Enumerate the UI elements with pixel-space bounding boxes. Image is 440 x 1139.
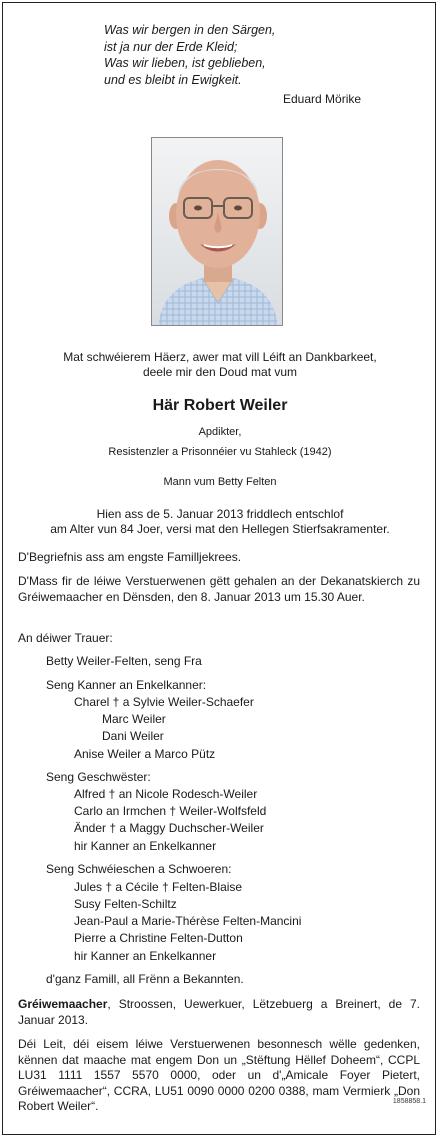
poem-author: Eduard Mörike <box>283 92 362 106</box>
poem-line: ist ja nur der Erde Kleid; <box>104 39 238 54</box>
poem <box>104 22 275 88</box>
death-notice <box>0 507 440 537</box>
burial-text: D'Begriefnis ass am engste Familljekrees. <box>18 550 242 564</box>
death-notice-line: Hien ass de 5. Januar 2013 friddlech entschlof <box>96 507 344 521</box>
inlaws-list-item: hir Kanner an Enkelkanner <box>74 949 217 963</box>
siblings-list-item: Änder † a Maggy Duchscher-Weiler <box>74 821 264 835</box>
inlaws-list-item: Pierre a Christine Felten-Dutton <box>74 931 243 945</box>
inlaws-heading: Seng Schwéieschen a Schwoeren: <box>46 862 232 876</box>
deceased-detail: Resistenzler a Prisonnéier vu Stahleck (1942) <box>108 446 332 458</box>
spouse-line: Betty Weiler-Felten, seng Fra <box>46 654 202 668</box>
siblings-list-item: Carlo an Irmchen † Weiler-Wolfsfeld <box>74 804 267 818</box>
deceased-name: Här Robert Weiler <box>152 397 288 414</box>
inlaws-list-item: Jean-Paul a Marie-Thérèse Felten-Mancini <box>74 914 302 928</box>
inlaws-list-item: Susy Felten-Schiltz <box>74 897 177 911</box>
mass-text: D'Mass fir de léiwe Verstuerwenen gëtt gehalen an der Dekanatskierch zu Gréiwemaacher en Dënsden, den 8. Januar 2013 um 15.30 Auer. <box>18 574 420 604</box>
place-rest: , Stroossen, Uewerkuer, Lëtzebuerg a Breinert, de 7. Januar 2013. <box>18 997 420 1027</box>
place-town: Gréiwemaacher <box>18 997 108 1011</box>
siblings-list-item: hir Kanner an Enkelkanner <box>74 839 217 853</box>
place-date <box>18 997 420 1028</box>
donation-text: Déi Leit, déi eisem léiwe Verstuerwenen besonnesch wëlle gedenken, kënnen dat maache mat engem Don un „Stëftung Hëllef Doheem“, CCPL LU31 1111 1557 5570 0000, oder un d'„Amicale Foyer Pietert, Gréiwemaacher“, CCRA, LU51 0090 0000 0200 0388, mam Vermierk „Don Robert Weiler“. <box>18 1037 420 1113</box>
siblings-list-item: Alfred † an Nicole Rodesch-Weiler <box>74 787 258 801</box>
children-heading: Seng Kanner an Enkelkanner: <box>46 678 207 692</box>
reference-number: 1858858.1 <box>392 1098 426 1105</box>
poem-line: und es bleibt in Ewigkeit. <box>104 72 242 87</box>
children-list-item: Marc Weiler <box>102 712 166 726</box>
portrait-photo <box>151 137 283 326</box>
deceased-spouse: Mann vum Betty Felten <box>163 476 277 488</box>
death-notice-line: am Alter vun 84 Joer, versi mat den Hellegen Stierfsakramenter. <box>50 522 390 536</box>
intro-text <box>0 350 440 380</box>
poem-line: Was wir bergen in den Särgen, <box>104 23 276 37</box>
siblings-heading: Seng Geschwëster: <box>46 770 151 784</box>
intro-line: Mat schwéierem Häerz, awer mat vill Léift an Dankbarkeet, <box>63 350 377 364</box>
children-list-item: Charel † a Sylvie Weiler-Schaefer <box>74 695 254 709</box>
children-list-item: Dani Weiler <box>102 729 164 743</box>
deceased-profession: Apdikter, <box>198 426 242 438</box>
children-list-item: Anise Weiler a Marco Pütz <box>74 747 216 761</box>
intro-line: deele mir den Doud mat vum <box>142 365 298 379</box>
poem-line: Was wir lieben, ist geblieben, <box>104 56 266 70</box>
mourners-heading: An déiwer Trauer: <box>18 631 113 645</box>
inlaws-list-item: Jules † a Cécile † Felten-Blaise <box>74 880 243 894</box>
family-closing: d'ganz Famill, all Frënn a Bekannten. <box>46 972 244 986</box>
